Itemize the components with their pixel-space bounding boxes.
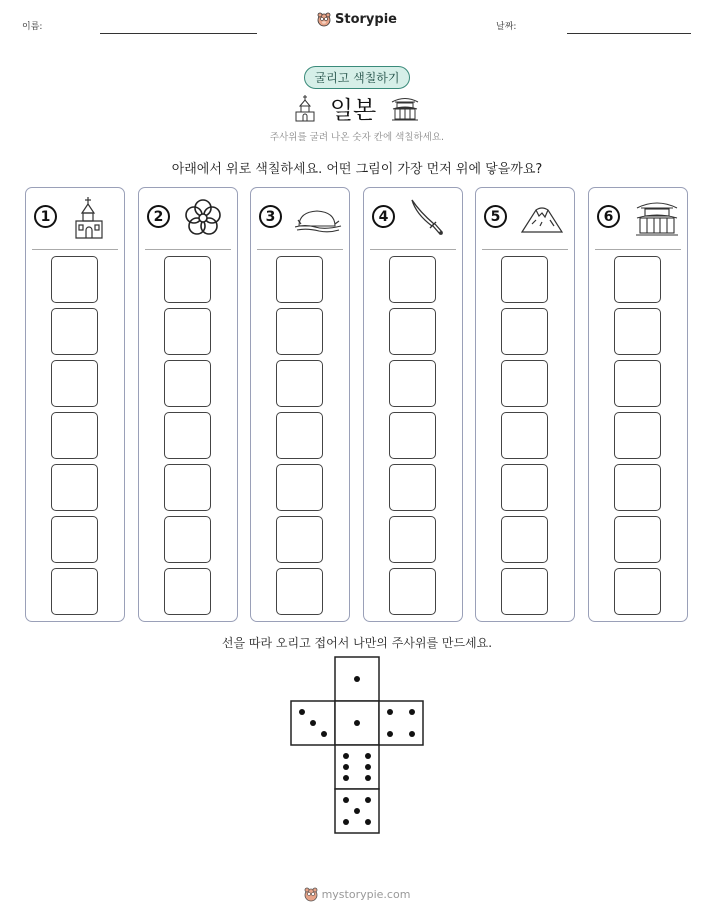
die-pip (365, 819, 371, 825)
storypie-logo-icon (317, 12, 331, 27)
color-box[interactable] (501, 256, 548, 303)
color-box[interactable] (164, 256, 211, 303)
color-box[interactable] (51, 256, 98, 303)
color-box[interactable] (164, 360, 211, 407)
color-box[interactable] (389, 412, 436, 459)
die-pip (343, 819, 349, 825)
die-pip (343, 797, 349, 803)
date-label: 날짜: (496, 22, 517, 32)
page-title: 일본 (329, 96, 377, 124)
die-pip (365, 764, 371, 770)
die-pip (409, 731, 415, 737)
color-box[interactable] (614, 568, 661, 615)
church-icon (70, 196, 118, 240)
dice-instruction: 선을 따라 오리고 접어서 나만의 주사위를 만드세요. (221, 636, 493, 650)
onsen-rock-icon (295, 196, 343, 240)
color-box[interactable] (389, 360, 436, 407)
brand (0, 12, 714, 31)
name-label: 이름: (22, 22, 43, 32)
die-pip (343, 764, 349, 770)
color-box[interactable] (614, 412, 661, 459)
die-pip (387, 709, 393, 715)
activity-tag: 굴리고 색칠하기 (0, 66, 714, 89)
color-box[interactable] (389, 516, 436, 563)
race-column-6 (588, 187, 688, 622)
color-box[interactable] (276, 516, 323, 563)
die-pip (343, 775, 349, 781)
die-pip (365, 753, 371, 759)
die-pip (409, 709, 415, 715)
color-box[interactable] (51, 412, 98, 459)
color-box[interactable] (51, 308, 98, 355)
church-icon (294, 94, 316, 122)
column-number: 3 (259, 205, 282, 228)
column-divider (370, 249, 456, 250)
race-column-3 (250, 187, 350, 622)
color-box[interactable] (389, 308, 436, 355)
die-pip (365, 775, 371, 781)
column-divider (145, 249, 231, 250)
name-line[interactable] (100, 33, 257, 34)
color-box[interactable] (164, 412, 211, 459)
storypie-logo-icon (304, 887, 318, 902)
column-number: 2 (147, 205, 170, 228)
japanese-temple-icon (390, 95, 420, 121)
column-number: 1 (34, 205, 57, 228)
color-box[interactable] (614, 256, 661, 303)
color-box[interactable] (614, 308, 661, 355)
color-box[interactable] (276, 464, 323, 511)
die-pip (354, 676, 360, 682)
color-box[interactable] (501, 412, 548, 459)
color-box[interactable] (164, 568, 211, 615)
color-box[interactable] (501, 464, 548, 511)
column-divider (32, 249, 118, 250)
instruction: 아래에서 위로 색칠하세요. 어떤 그림이 가장 먼저 위에 닿을까요? (171, 162, 543, 177)
color-box[interactable] (51, 464, 98, 511)
column-divider (482, 249, 568, 250)
die-pip (387, 731, 393, 737)
race-column-1 (25, 187, 125, 622)
flower-icon (183, 196, 231, 240)
brand-name: Storypie (335, 12, 397, 27)
race-column-5 (475, 187, 575, 622)
die-pip (321, 731, 327, 737)
katana-icon (408, 196, 456, 240)
subtitle: 주사위를 굴려 나온 숫자 칸에 색칠하세요. (269, 132, 445, 143)
color-box[interactable] (614, 464, 661, 511)
japanese-temple-icon (633, 196, 681, 240)
column-number: 6 (597, 205, 620, 228)
die-face-lower (335, 745, 379, 789)
footer (0, 887, 714, 902)
dice-net[interactable] (290, 655, 426, 837)
color-box[interactable] (164, 516, 211, 563)
race-column-4 (363, 187, 463, 622)
color-box[interactable] (501, 360, 548, 407)
color-box[interactable] (276, 308, 323, 355)
date-line[interactable] (567, 33, 691, 34)
title-row (0, 90, 714, 125)
color-box[interactable] (276, 412, 323, 459)
footer-url[interactable]: mystorypie.com (321, 888, 411, 901)
color-box[interactable] (614, 516, 661, 563)
color-box[interactable] (276, 256, 323, 303)
color-box[interactable] (276, 568, 323, 615)
die-pip (365, 797, 371, 803)
column-divider (257, 249, 343, 250)
color-box[interactable] (389, 464, 436, 511)
color-box[interactable] (501, 516, 548, 563)
color-box[interactable] (164, 464, 211, 511)
color-box[interactable] (501, 568, 548, 615)
die-pip (354, 720, 360, 726)
color-box[interactable] (164, 308, 211, 355)
color-box[interactable] (389, 256, 436, 303)
die-pip (299, 709, 305, 715)
die-pip (310, 720, 316, 726)
column-divider (595, 249, 681, 250)
color-box[interactable] (276, 360, 323, 407)
color-box[interactable] (614, 360, 661, 407)
mount-fuji-icon (520, 196, 568, 240)
die-face-right (379, 701, 423, 745)
color-box[interactable] (51, 568, 98, 615)
race-column-2 (138, 187, 238, 622)
die-pip (354, 808, 360, 814)
die-pip (343, 753, 349, 759)
color-box[interactable] (501, 308, 548, 355)
column-number: 4 (372, 205, 395, 228)
color-box[interactable] (51, 360, 98, 407)
color-box[interactable] (389, 568, 436, 615)
color-box[interactable] (51, 516, 98, 563)
column-number: 5 (484, 205, 507, 228)
